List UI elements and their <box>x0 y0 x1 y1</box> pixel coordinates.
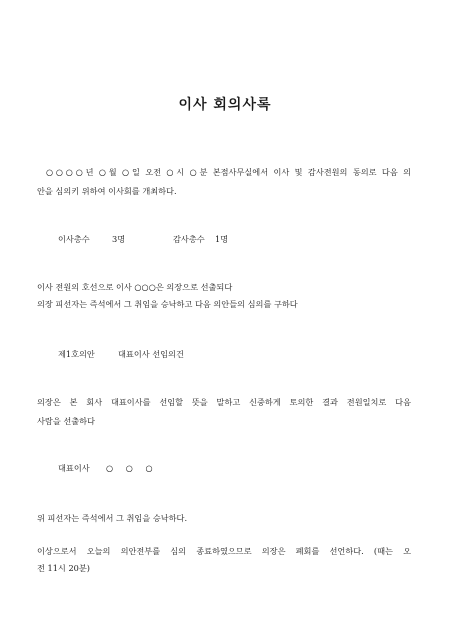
intro-line-1: ○○○○년 ○월 ○일 오전 ○시 ○분 본점사무실에서 이사 및 감사전원의 동의로 다음 의 <box>46 167 411 177</box>
closing-line-1: 이상으로서 오늘의 의안전부를 심의 종료하였으므로 의장은 폐회를 선언하다. (때는 오 <box>37 546 411 556</box>
auditors-count-label: 감사총수 <box>173 234 205 244</box>
directors-count-value: 3명 <box>112 234 126 244</box>
deliberation-line-2: 사람을 선출하다 <box>37 416 95 426</box>
agenda-subject: 대표이사 선임의건 <box>118 349 184 359</box>
chair-election-line: 이사 전원의 호선으로 이사 ○○○은 의장으로 선출되다 <box>37 282 233 292</box>
chair-acceptance-line: 의장 피선자는 즉석에서 그 취임을 승낙하고 다음 의안들의 심의를 구하다 <box>37 299 298 309</box>
acceptance-line: 위 피선자는 즉석에서 그 취임을 승낙하다. <box>37 513 188 523</box>
document-title: 이사 회의사록 <box>178 97 272 113</box>
agenda-number: 제1호의안 <box>58 349 95 359</box>
auditors-count-value: 1명 <box>215 234 229 244</box>
intro-line-2: 안을 심의키 위하여 이사회를 개최하다. <box>37 186 177 196</box>
directors-count-label: 이사총수 <box>58 234 90 244</box>
closing-line-2: 전 11시 20분) <box>37 563 90 573</box>
appointee-title: 대표이사 <box>58 463 90 473</box>
appointee-name: ○ ○ ○ <box>106 463 153 473</box>
deliberation-line-1: 의장은 본 회사 대표이사를 선임할 뜻을 말하고 신중하게 토의한 결과 전원일치로 다음 <box>37 397 411 407</box>
